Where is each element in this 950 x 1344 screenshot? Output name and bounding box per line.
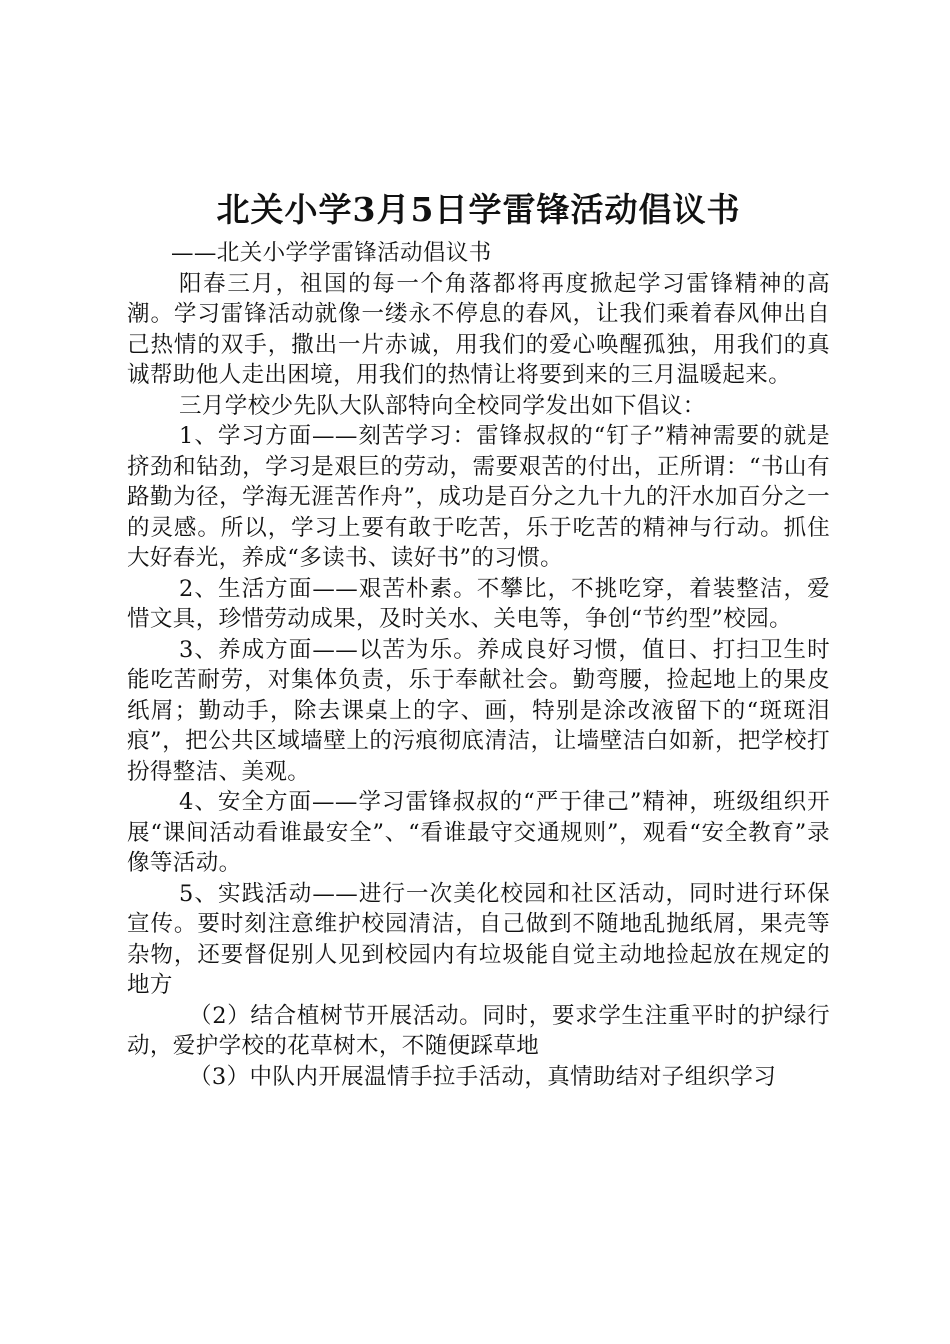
paragraph-proposal-lead: 三月学校少先队大队部特向全校同学发出如下倡议： — [179, 392, 706, 419]
document-page — [127, 182, 830, 1092]
paragraph-item-life: 2、生活方面——艰苦朴素。不攀比，不挑吃穿，着装整洁，爱惜文具，珍惜劳动成果，及时关水、关电等，争创“节约型”校园。 — [127, 575, 830, 632]
paragraph-item-study: 1、学习方面——刻苦学习：雷锋叔叔的“钉子”精神需要的就是挤劲和钻劲，学习是艰巨的劳动，需要艰苦的付出，正所谓：“书山有路勤为径，学海无涯苦作舟”，成功是百分之九十九的汗水加百分之一的灵感。所以，学习上要有敢于吃苦，乐于吃苦的精神与行动。抓住大好春光，养成“多读书、读好书”的习惯。 — [127, 423, 830, 571]
paragraph-item-practice: 5、实践活动——进行一次美化校园和社区活动，同时进行环保宣传。要时刻注意维护校园清洁，自己做到不随地乱抛纸屑，果壳等杂物，还要督促别人见到校园内有垃圾能自觉主动地捡起放在规定的地方 — [127, 880, 830, 998]
document-title: 北关小学3月5日学雷锋活动倡议书 — [216, 190, 741, 229]
document-subtitle: ——北关小学学雷锋活动倡议书 — [171, 240, 492, 266]
paragraph-subitem-tree-planting: （2）结合植树节开展活动。同时，要求学生注重平时的护绿行动，爱护学校的花草树木，不随便踩草地 — [127, 1002, 830, 1059]
paragraph-subitem-hand-in-hand: （3）中队内开展温情手拉手活动，真情助结对子组织学习 — [189, 1063, 777, 1090]
paragraph-intro: 阳春三月，祖国的每一个角落都将再度掀起学习雷锋精神的高潮。学习雷锋活动就像一缕永不停息的春风，让我们乘着春风伸出自己热情的双手，撒出一片赤诚，用我们的爱心唤醒孤独，用我们的真诚帮助他人走出困境，用我们的热情让将要到来的三月温暖起来。 — [127, 270, 830, 388]
paragraph-item-habits: 3、养成方面——以苦为乐。养成良好习惯，值日、打扫卫生时能吃苦耐劳，对集体负责，乐于奉献社会。勤弯腰，捡起地上的果皮纸屑；勤动手，除去课桌上的字、画，特别是涂改液留下的“斑斑泪痕”，把公共区域墙壁上的污痕彻底清洁，让墙壁洁白如新，把学校打扮得整洁、美观。 — [127, 636, 830, 785]
paragraph-item-safety: 4、安全方面——学习雷锋叔叔的“严于律己”精神，班级组织开展“课间活动看谁最安全”、“看谁最守交通规则”，观看“安全教育”录像等活动。 — [127, 789, 830, 876]
